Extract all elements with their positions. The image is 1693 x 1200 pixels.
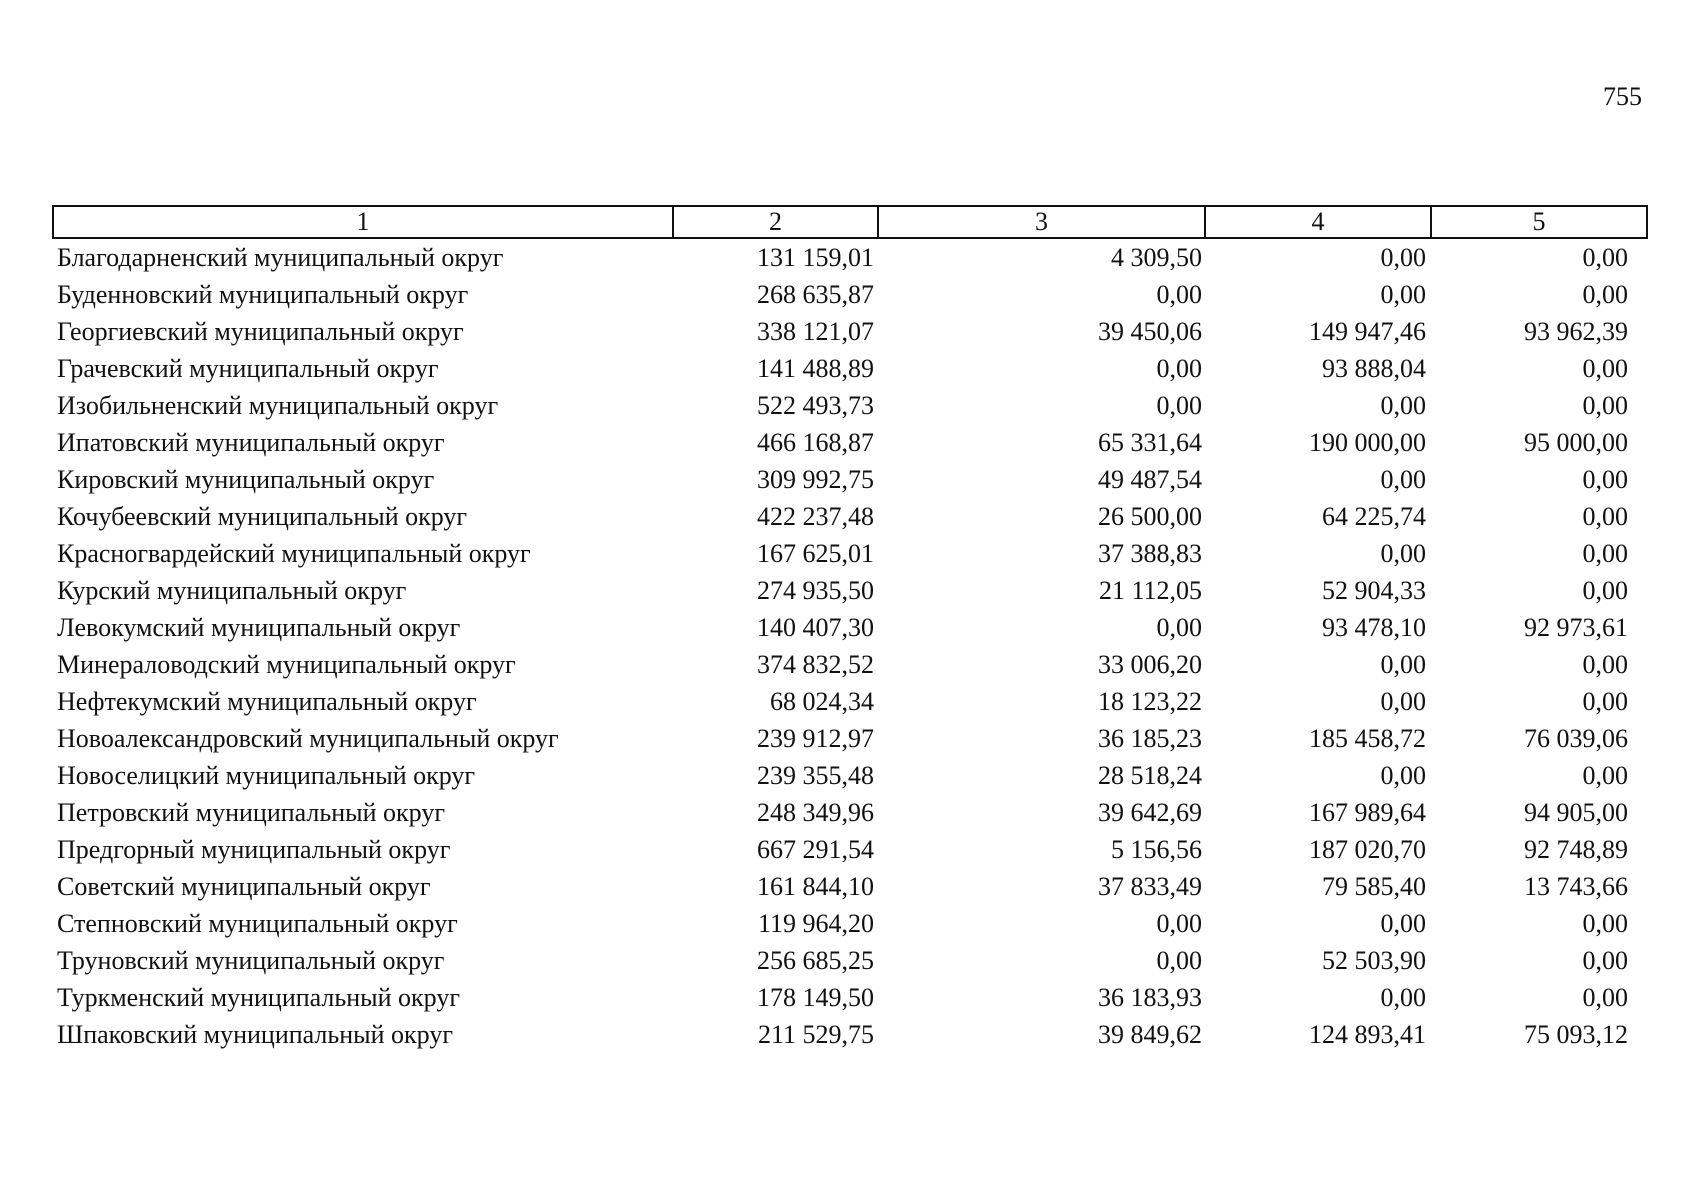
- value-col-3: 28 518,24: [1098, 761, 1202, 790]
- value-col-2: 248 349,96: [757, 798, 874, 827]
- value-col-3: 0,00: [1156, 280, 1202, 309]
- table-row: [53, 905, 1647, 942]
- page-number: 755: [1603, 82, 1642, 111]
- municipality-name: Петровский муниципальный округ: [57, 798, 445, 827]
- value-col-5: 75 093,12: [1524, 1020, 1628, 1049]
- value-col-4: 93 478,10: [1322, 613, 1426, 642]
- value-col-5: 95 000,00: [1524, 428, 1628, 457]
- value-col-4: 124 893,41: [1309, 1020, 1426, 1049]
- value-col-4: 167 989,64: [1309, 798, 1426, 827]
- municipality-name: Кочубеевский муниципальный округ: [57, 502, 468, 531]
- value-col-2: 178 149,50: [757, 983, 874, 1012]
- value-col-4: 185 458,72: [1309, 724, 1426, 753]
- value-col-5: 0,00: [1582, 687, 1628, 716]
- table-row: [53, 757, 1647, 794]
- column-header-1: 1: [53, 206, 673, 238]
- value-col-3: 33 006,20: [1098, 650, 1202, 679]
- value-col-3: 37 833,49: [1098, 872, 1202, 901]
- table-row: [53, 979, 1647, 1016]
- table-header: [53, 206, 1647, 238]
- value-col-5: 0,00: [1582, 909, 1628, 938]
- table-row: [53, 572, 1647, 609]
- value-col-2: 422 237,48: [757, 502, 874, 531]
- value-col-5: 94 905,00: [1524, 798, 1628, 827]
- column-header-3: 3: [878, 206, 1205, 238]
- municipality-name: Минераловодский муниципальный округ: [57, 650, 516, 679]
- municipality-name: Грачевский муниципальный округ: [57, 354, 439, 383]
- value-col-2: 239 912,97: [757, 724, 874, 753]
- value-col-3: 36 185,23: [1098, 724, 1202, 753]
- municipality-name: Красногвардейский муниципальный округ: [57, 539, 531, 568]
- value-col-4: 0,00: [1380, 280, 1426, 309]
- value-col-3: 4 309,50: [1111, 243, 1202, 272]
- value-col-3: 37 388,83: [1098, 539, 1202, 568]
- value-col-2: 140 407,30: [757, 613, 874, 642]
- municipality-name: Новоселицкий муниципальный округ: [57, 761, 476, 790]
- value-col-3: 39 642,69: [1098, 798, 1202, 827]
- municipality-name: Туркменский муниципальный округ: [57, 983, 460, 1012]
- column-header-2: 2: [673, 206, 878, 238]
- value-col-5: 0,00: [1582, 280, 1628, 309]
- municipality-name: Предгорный муниципальный округ: [57, 835, 451, 864]
- value-col-5: 0,00: [1582, 354, 1628, 383]
- value-col-3: 0,00: [1156, 391, 1202, 420]
- value-col-4: 52 503,90: [1322, 946, 1426, 975]
- value-col-2: 466 168,87: [757, 428, 874, 457]
- value-col-5: 0,00: [1582, 576, 1628, 605]
- value-col-2: 268 635,87: [757, 280, 874, 309]
- value-col-5: 0,00: [1582, 465, 1628, 494]
- value-col-4: 52 904,33: [1322, 576, 1426, 605]
- value-col-3: 49 487,54: [1098, 465, 1202, 494]
- value-col-4: 0,00: [1380, 391, 1426, 420]
- value-col-4: 0,00: [1380, 539, 1426, 568]
- value-col-3: 5 156,56: [1111, 835, 1202, 864]
- table-row: [53, 350, 1647, 387]
- table-row: [53, 535, 1647, 572]
- table-row: [53, 1016, 1647, 1053]
- municipality-name: Шпаковский муниципальный округ: [57, 1020, 453, 1049]
- value-col-2: 211 529,75: [757, 1020, 874, 1049]
- value-col-2: 131 159,01: [757, 243, 874, 272]
- value-col-2: 338 121,07: [757, 317, 874, 346]
- value-col-5: 93 962,39: [1524, 317, 1628, 346]
- value-col-3: 65 331,64: [1098, 428, 1202, 457]
- municipality-name: Благодарненский муниципальный округ: [57, 243, 504, 272]
- table-row: [53, 646, 1647, 683]
- value-col-2: 256 685,25: [757, 946, 874, 975]
- value-col-3: 39 849,62: [1098, 1020, 1202, 1049]
- value-col-4: 149 947,46: [1309, 317, 1426, 346]
- value-col-2: 667 291,54: [757, 835, 874, 864]
- value-col-3: 36 183,93: [1098, 983, 1202, 1012]
- value-col-2: 119 964,20: [757, 909, 874, 938]
- value-col-5: 0,00: [1582, 946, 1628, 975]
- value-col-5: 0,00: [1582, 761, 1628, 790]
- column-header-5: 5: [1431, 206, 1647, 238]
- value-col-4: 190 000,00: [1309, 428, 1426, 457]
- value-col-4: 93 888,04: [1322, 354, 1426, 383]
- value-col-4: 64 225,74: [1322, 502, 1426, 531]
- value-col-4: 0,00: [1380, 909, 1426, 938]
- table-row: [53, 387, 1647, 424]
- table-row: [53, 720, 1647, 757]
- value-col-4: 0,00: [1380, 650, 1426, 679]
- value-col-5: 0,00: [1582, 391, 1628, 420]
- data-table: [52, 205, 1648, 1053]
- value-col-3: 0,00: [1156, 946, 1202, 975]
- table-row: [53, 609, 1647, 646]
- table-row: [53, 276, 1647, 313]
- table-row: [53, 683, 1647, 720]
- municipality-name: Курский муниципальный округ: [57, 576, 407, 605]
- value-col-4: 79 585,40: [1322, 872, 1426, 901]
- table-row: [53, 461, 1647, 498]
- value-col-2: 522 493,73: [757, 391, 874, 420]
- value-col-2: 239 355,48: [757, 761, 874, 790]
- table-row: [53, 238, 1647, 276]
- value-col-5: 0,00: [1582, 243, 1628, 272]
- table-body: [53, 238, 1647, 1053]
- value-col-3: 0,00: [1156, 354, 1202, 383]
- table-row: [53, 868, 1647, 905]
- table-row: [53, 831, 1647, 868]
- value-col-4: 187 020,70: [1309, 835, 1426, 864]
- municipality-name: Изобильненский муниципальный округ: [57, 391, 499, 420]
- value-col-5: 0,00: [1582, 650, 1628, 679]
- value-col-2: 374 832,52: [757, 650, 874, 679]
- value-col-3: 0,00: [1156, 613, 1202, 642]
- value-col-2: 309 992,75: [757, 465, 874, 494]
- value-col-5: 0,00: [1582, 502, 1628, 531]
- value-col-5: 92 973,61: [1524, 613, 1628, 642]
- value-col-3: 39 450,06: [1098, 317, 1202, 346]
- value-col-4: 0,00: [1380, 465, 1426, 494]
- value-col-2: 161 844,10: [757, 872, 874, 901]
- value-col-5: 13 743,66: [1524, 872, 1628, 901]
- value-col-3: 21 112,05: [1098, 576, 1202, 605]
- value-col-5: 0,00: [1582, 539, 1628, 568]
- value-col-3: 0,00: [1156, 909, 1202, 938]
- table-row: [53, 498, 1647, 535]
- column-header-4: 4: [1205, 206, 1431, 238]
- municipality-name: Левокумский муниципальный округ: [57, 613, 461, 642]
- table-row: [53, 424, 1647, 461]
- value-col-2: 141 488,89: [757, 354, 874, 383]
- table-row: [53, 942, 1647, 979]
- municipality-name: Нефтекумский муниципальный округ: [57, 687, 477, 716]
- municipality-name: Советский муниципальный округ: [57, 872, 431, 901]
- value-col-4: 0,00: [1380, 243, 1426, 272]
- value-col-5: 76 039,06: [1524, 724, 1628, 753]
- header-row: [53, 206, 1647, 238]
- value-col-2: 68 024,34: [770, 687, 874, 716]
- municipality-name: Степновский муниципальный округ: [57, 909, 458, 938]
- table-row: [53, 794, 1647, 831]
- municipality-name: Буденновский муниципальный округ: [57, 280, 469, 309]
- municipality-name: Труновский муниципальный округ: [57, 946, 445, 975]
- municipality-name: Кировский муниципальный округ: [57, 465, 435, 494]
- value-col-5: 0,00: [1582, 983, 1628, 1012]
- value-col-5: 92 748,89: [1524, 835, 1628, 864]
- value-col-3: 18 123,22: [1098, 687, 1202, 716]
- municipality-name: Георгиевский муниципальный округ: [57, 317, 464, 346]
- value-col-2: 167 625,01: [757, 539, 874, 568]
- value-col-2: 274 935,50: [757, 576, 874, 605]
- value-col-4: 0,00: [1380, 983, 1426, 1012]
- value-col-4: 0,00: [1380, 687, 1426, 716]
- table-row: [53, 313, 1647, 350]
- municipality-name: Новоалександровский муниципальный округ: [57, 724, 559, 753]
- value-col-3: 26 500,00: [1098, 502, 1202, 531]
- municipality-name: Ипатовский муниципальный округ: [57, 428, 445, 457]
- value-col-4: 0,00: [1380, 761, 1426, 790]
